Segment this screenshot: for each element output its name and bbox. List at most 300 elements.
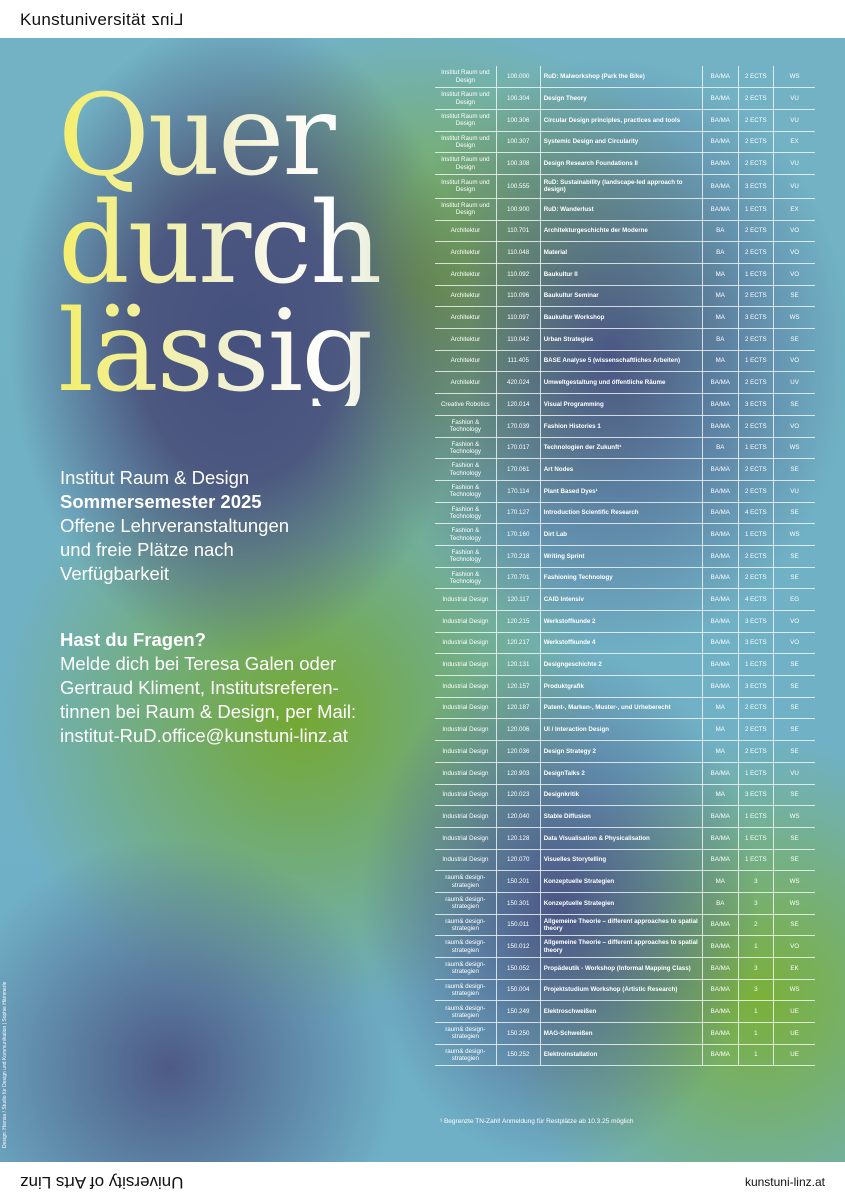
course-number: 120.128 — [496, 827, 540, 849]
course-type: VO — [774, 264, 815, 286]
course-type: SE — [774, 849, 815, 871]
table-row — [435, 1023, 815, 1045]
course-institute: Industrial Design — [435, 719, 496, 741]
course-degree: BA/MA — [702, 415, 738, 437]
contact-line-3: tinnen bei Raum & Design, per Mail: — [60, 701, 357, 722]
course-title: Werkstoffkunde 4 — [540, 632, 702, 654]
course-degree: MA — [702, 719, 738, 741]
course-institute: Industrial Design — [435, 849, 496, 871]
course-type: UE — [774, 1023, 815, 1045]
course-institute: Industrial Design — [435, 741, 496, 763]
course-ects: 2 ECTS — [738, 66, 774, 88]
course-institute: Institut Raum und Design — [435, 153, 496, 175]
semester-info — [60, 466, 400, 586]
course-number: 120.117 — [496, 589, 540, 611]
table-row — [435, 697, 815, 719]
course-type: SE — [774, 285, 815, 307]
course-institute: Industrial Design — [435, 827, 496, 849]
course-institute: Industrial Design — [435, 589, 496, 611]
course-type: VU — [774, 88, 815, 110]
course-type: SE — [774, 394, 815, 416]
course-degree: BA/MA — [702, 502, 738, 524]
table-row — [435, 1001, 815, 1023]
course-type: WS — [774, 892, 815, 914]
course-degree: BA — [702, 242, 738, 264]
course-institute: raum& design-strategien — [435, 958, 496, 980]
course-number: 111.405 — [496, 350, 540, 372]
course-institute: Fashion & Technology — [435, 524, 496, 546]
course-type: SE — [774, 697, 815, 719]
course-title: Designgeschichte 2 — [540, 654, 702, 676]
course-ects: 1 — [738, 1001, 774, 1023]
course-institute: raum& design-strategien — [435, 1001, 496, 1023]
table-row — [435, 198, 815, 220]
course-ects: 4 ECTS — [738, 502, 774, 524]
course-title: Fashioning Technology — [540, 567, 702, 589]
table-row — [435, 762, 815, 784]
contact-line-2: Gertraud Kliment, Institutsreferen- — [60, 677, 339, 698]
course-title: Produktgrafik — [540, 676, 702, 698]
course-degree: BA/MA — [702, 979, 738, 1001]
course-ects: 3 ECTS — [738, 632, 774, 654]
course-number: 150.011 — [496, 914, 540, 936]
poster — [0, 38, 845, 1162]
course-ects: 2 ECTS — [738, 242, 774, 264]
headline — [58, 71, 438, 417]
table-row — [435, 567, 815, 589]
course-institute: Fashion & Technology — [435, 480, 496, 502]
course-degree: MA — [702, 307, 738, 329]
contact-email[interactable]: institut-RuD.office@kunstuni-linz.at — [60, 725, 348, 746]
course-number: 150.052 — [496, 958, 540, 980]
course-title: Elektroschweißen — [540, 1001, 702, 1023]
course-number: 110.092 — [496, 264, 540, 286]
course-type: VO — [774, 350, 815, 372]
course-number: 170.114 — [496, 480, 540, 502]
course-type: SE — [774, 741, 815, 763]
course-ects: 3 ECTS — [738, 174, 774, 198]
course-degree: MA — [702, 264, 738, 286]
course-number: 120.006 — [496, 719, 540, 741]
course-ects: 2 ECTS — [738, 372, 774, 394]
course-degree: BA/MA — [702, 88, 738, 110]
table-row — [435, 914, 815, 936]
course-type: VU — [774, 174, 815, 198]
semester-title: Sommersemester 2025 — [60, 491, 262, 512]
headline-line-2: durch — [58, 179, 381, 309]
table-row — [435, 936, 815, 958]
course-degree: BA/MA — [702, 676, 738, 698]
table-row — [435, 415, 815, 437]
table-row — [435, 285, 815, 307]
course-type: SE — [774, 914, 815, 936]
course-degree: BA/MA — [702, 109, 738, 131]
course-degree: BA/MA — [702, 153, 738, 175]
course-degree: BA/MA — [702, 589, 738, 611]
course-ects: 3 — [738, 871, 774, 893]
table-row — [435, 784, 815, 806]
course-type: EX — [774, 131, 815, 153]
course-ects: 1 ECTS — [738, 762, 774, 784]
course-title: UI / Interaction Design — [540, 719, 702, 741]
course-title: Projektstudium Workshop (Artistic Research) — [540, 979, 702, 1001]
course-institute: Institut Raum und Design — [435, 66, 496, 88]
course-title: RuD: Sustainability (landscape-led approach to design) — [540, 174, 702, 198]
table-row — [435, 871, 815, 893]
course-type: SE — [774, 654, 815, 676]
brand-name: Kunstuniversität — [20, 10, 146, 29]
course-number: 120.070 — [496, 849, 540, 871]
course-ects: 1 — [738, 936, 774, 958]
course-institute: Industrial Design — [435, 632, 496, 654]
course-institute: raum& design-strategien — [435, 1044, 496, 1066]
brand-city-mirrored: Linz — [150, 10, 184, 29]
course-title: Urban Strategies — [540, 329, 702, 351]
course-institute: Industrial Design — [435, 784, 496, 806]
course-title: BASE Analyse 5 (wissenschaftliches Arbeiten) — [540, 350, 702, 372]
course-institute: Industrial Design — [435, 676, 496, 698]
course-number: 100.308 — [496, 153, 540, 175]
course-number: 120.187 — [496, 697, 540, 719]
course-institute: Fashion & Technology — [435, 415, 496, 437]
institute-name: Institut Raum & Design — [60, 467, 250, 488]
course-type: WS — [774, 66, 815, 88]
course-title: Baukultur II — [540, 264, 702, 286]
course-number: 150.252 — [496, 1044, 540, 1066]
course-ects: 1 ECTS — [738, 437, 774, 459]
course-degree: BA/MA — [702, 806, 738, 828]
course-ects: 4 ECTS — [738, 589, 774, 611]
table-row — [435, 611, 815, 633]
course-ects: 2 ECTS — [738, 153, 774, 175]
course-degree: BA/MA — [702, 936, 738, 958]
course-ects: 2 ECTS — [738, 459, 774, 481]
course-institute: raum& design-strategien — [435, 871, 496, 893]
course-ects: 2 ECTS — [738, 741, 774, 763]
course-type: VO — [774, 220, 815, 242]
course-type: VU — [774, 762, 815, 784]
course-institute: raum& design-strategien — [435, 1023, 496, 1045]
university-name-reversed: University of Arts Linz — [20, 1173, 184, 1192]
course-institute: Architektur — [435, 242, 496, 264]
course-type: UV — [774, 372, 815, 394]
course-institute: Architektur — [435, 285, 496, 307]
course-institute: raum& design-strategien — [435, 914, 496, 936]
table-row — [435, 88, 815, 110]
course-degree: BA/MA — [702, 480, 738, 502]
course-number: 110.096 — [496, 285, 540, 307]
course-number: 170.160 — [496, 524, 540, 546]
course-institute: Architektur — [435, 220, 496, 242]
course-title: Visuelles Storytelling — [540, 849, 702, 871]
course-institute: Industrial Design — [435, 611, 496, 633]
course-ects: 1 ECTS — [738, 350, 774, 372]
table-row — [435, 372, 815, 394]
course-type: VU — [774, 480, 815, 502]
course-degree: BA/MA — [702, 611, 738, 633]
course-type: VO — [774, 632, 815, 654]
course-degree: BA/MA — [702, 654, 738, 676]
table-row — [435, 719, 815, 741]
table-row — [435, 307, 815, 329]
table-row — [435, 480, 815, 502]
course-type: VO — [774, 611, 815, 633]
table-row — [435, 437, 815, 459]
course-ects: 2 ECTS — [738, 329, 774, 351]
course-number: 150.012 — [496, 936, 540, 958]
course-ects: 3 — [738, 958, 774, 980]
table-row — [435, 849, 815, 871]
course-number: 150.249 — [496, 1001, 540, 1023]
course-title: Design Theory — [540, 88, 702, 110]
course-number: 120.023 — [496, 784, 540, 806]
course-degree: MA — [702, 350, 738, 372]
course-number: 110.048 — [496, 242, 540, 264]
contact-heading: Hast du Fragen? — [60, 629, 206, 650]
course-number: 100.900 — [496, 198, 540, 220]
course-number: 170.017 — [496, 437, 540, 459]
course-title: Circular Design principles, practices and tools — [540, 109, 702, 131]
table-row — [435, 329, 815, 351]
course-degree: BA — [702, 437, 738, 459]
course-type: UE — [774, 1044, 815, 1066]
course-number: 170.218 — [496, 545, 540, 567]
course-title: Baukultur Workshop — [540, 307, 702, 329]
course-institute: Architektur — [435, 350, 496, 372]
course-degree: MA — [702, 784, 738, 806]
course-title: Baukultur Seminar — [540, 285, 702, 307]
course-type: SE — [774, 502, 815, 524]
table-row — [435, 806, 815, 828]
course-ects: 3 ECTS — [738, 611, 774, 633]
contact-line-1: Melde dich bei Teresa Galen oder — [60, 653, 337, 674]
table-row — [435, 242, 815, 264]
info-line-4: und freie Plätze nach — [60, 539, 234, 560]
course-institute: raum& design-strategien — [435, 936, 496, 958]
course-type: WS — [774, 871, 815, 893]
course-ects: 2 ECTS — [738, 285, 774, 307]
course-institute: raum& design-strategien — [435, 979, 496, 1001]
course-title: Material — [540, 242, 702, 264]
course-ects: 2 ECTS — [738, 220, 774, 242]
course-number: 100.306 — [496, 109, 540, 131]
course-number: 170.039 — [496, 415, 540, 437]
course-type: EX — [774, 198, 815, 220]
course-degree: BA — [702, 329, 738, 351]
table-row — [435, 632, 815, 654]
course-type: WS — [774, 806, 815, 828]
course-ects: 3 — [738, 979, 774, 1001]
course-type: SE — [774, 676, 815, 698]
design-credit: Design: Hamsa / Studio für Design und Kommunikation | Sophie Hämmerle — [2, 981, 8, 1148]
course-degree: BA/MA — [702, 174, 738, 198]
course-number: 100.000 — [496, 66, 540, 88]
course-number: 100.304 — [496, 88, 540, 110]
table-row — [435, 1044, 815, 1066]
course-degree: BA/MA — [702, 849, 738, 871]
course-ects: 2 ECTS — [738, 415, 774, 437]
course-degree: BA/MA — [702, 394, 738, 416]
course-title: Fashion Histories 1 — [540, 415, 702, 437]
course-ects: 1 ECTS — [738, 827, 774, 849]
course-title: Werkstoffkunde 2 — [540, 611, 702, 633]
table-row — [435, 174, 815, 198]
course-ects: 1 ECTS — [738, 198, 774, 220]
course-degree: MA — [702, 285, 738, 307]
course-type: WS — [774, 307, 815, 329]
course-institute: Creative Robotics — [435, 394, 496, 416]
table-row — [435, 459, 815, 481]
course-title: RuD: Wanderlust — [540, 198, 702, 220]
bottom-bar — [0, 1162, 845, 1200]
course-degree: MA — [702, 741, 738, 763]
table-row — [435, 676, 815, 698]
course-degree: BA/MA — [702, 914, 738, 936]
course-type: VU — [774, 109, 815, 131]
course-number: 170.701 — [496, 567, 540, 589]
course-title: Dirt Lab — [540, 524, 702, 546]
course-degree: BA/MA — [702, 459, 738, 481]
course-type: VO — [774, 936, 815, 958]
course-title: Technologien der Zukunft¹ — [540, 437, 702, 459]
course-type: SE — [774, 719, 815, 741]
website-link[interactable]: kunstuni-linz.at — [744, 1175, 825, 1189]
course-ects: 2 ECTS — [738, 719, 774, 741]
course-title: Elektroinstallation — [540, 1044, 702, 1066]
table-row — [435, 153, 815, 175]
course-institute: Fashion & Technology — [435, 567, 496, 589]
course-type: SE — [774, 459, 815, 481]
course-title: Stable Diffusion — [540, 806, 702, 828]
course-number: 150.301 — [496, 892, 540, 914]
course-degree: BA/MA — [702, 1023, 738, 1045]
course-title: DesignTalks 2 — [540, 762, 702, 784]
course-number: 120.131 — [496, 654, 540, 676]
course-type: UE — [774, 1001, 815, 1023]
table-row — [435, 589, 815, 611]
table-row — [435, 741, 815, 763]
course-degree: BA/MA — [702, 66, 738, 88]
course-number: 150.004 — [496, 979, 540, 1001]
course-institute: raum& design-strategien — [435, 892, 496, 914]
table-row — [435, 827, 815, 849]
course-ects: 2 ECTS — [738, 109, 774, 131]
course-ects: 1 — [738, 1044, 774, 1066]
brand-logo — [20, 10, 183, 30]
course-number: 120.040 — [496, 806, 540, 828]
course-ects: 2 — [738, 914, 774, 936]
course-degree: BA — [702, 892, 738, 914]
info-line-5: Verfügbarkeit — [60, 563, 170, 584]
course-number: 120.157 — [496, 676, 540, 698]
table-row — [435, 220, 815, 242]
course-number: 420.024 — [496, 372, 540, 394]
course-type: EG — [774, 589, 815, 611]
course-ects: 3 ECTS — [738, 307, 774, 329]
course-institute: Institut Raum und Design — [435, 198, 496, 220]
table-row — [435, 958, 815, 980]
course-type: SE — [774, 567, 815, 589]
table-row — [435, 131, 815, 153]
course-ects: 1 ECTS — [738, 524, 774, 546]
course-institute: Architektur — [435, 307, 496, 329]
course-ects: 3 ECTS — [738, 394, 774, 416]
course-institute: Industrial Design — [435, 697, 496, 719]
course-ects: 1 ECTS — [738, 849, 774, 871]
course-number: 150.250 — [496, 1023, 540, 1045]
course-number: 120.217 — [496, 632, 540, 654]
course-degree: BA/MA — [702, 198, 738, 220]
table-row — [435, 502, 815, 524]
course-number: 150.201 — [496, 871, 540, 893]
table-row — [435, 892, 815, 914]
course-ects: 3 ECTS — [738, 676, 774, 698]
footnote: ¹ Begrenzte TN-Zahl! Anmeldung für Restplätze ab 10.3.25 möglich — [440, 1118, 634, 1125]
table-row — [435, 264, 815, 286]
course-ects: 2 ECTS — [738, 697, 774, 719]
course-degree: BA/MA — [702, 632, 738, 654]
course-title: Umweltgestaltung und öffentliche Räume — [540, 372, 702, 394]
course-type: VO — [774, 415, 815, 437]
course-degree: MA — [702, 697, 738, 719]
course-type: WS — [774, 437, 815, 459]
course-ects: 2 ECTS — [738, 131, 774, 153]
course-institute: Architektur — [435, 372, 496, 394]
course-institute: Architektur — [435, 329, 496, 351]
course-title: Data Visualisation & Physicalisation — [540, 827, 702, 849]
course-institute: Fashion & Technology — [435, 545, 496, 567]
course-institute: Architektur — [435, 264, 496, 286]
course-ects: 2 ECTS — [738, 567, 774, 589]
course-number: 110.701 — [496, 220, 540, 242]
course-degree: MA — [702, 871, 738, 893]
course-type: SE — [774, 827, 815, 849]
top-bar — [0, 0, 845, 38]
course-ects: 2 ECTS — [738, 480, 774, 502]
course-title: Design Strategy 2 — [540, 741, 702, 763]
course-institute: Institut Raum und Design — [435, 88, 496, 110]
course-institute: Fashion & Technology — [435, 502, 496, 524]
course-degree: BA/MA — [702, 1001, 738, 1023]
course-title: Architekturgeschichte der Moderne — [540, 220, 702, 242]
course-number: 170.127 — [496, 502, 540, 524]
course-institute: Industrial Design — [435, 654, 496, 676]
course-title: CAID Intensiv — [540, 589, 702, 611]
course-degree: BA/MA — [702, 567, 738, 589]
headline-line-3: lässig — [58, 287, 372, 417]
table-row — [435, 394, 815, 416]
contact-info — [60, 628, 400, 748]
course-title: Allgemeine Theorie – different approaches to spatial theory — [540, 914, 702, 936]
course-type: SE — [774, 545, 815, 567]
course-institute: Industrial Design — [435, 806, 496, 828]
table-row — [435, 524, 815, 546]
course-title: Propädeutik - Workshop (Informal Mapping Class) — [540, 958, 702, 980]
table-row — [435, 66, 815, 88]
course-title: Plant Based Dyes¹ — [540, 480, 702, 502]
course-ects: 2 ECTS — [738, 545, 774, 567]
course-title: Patent-, Marken-, Muster-, und Urheberecht — [540, 697, 702, 719]
course-ects: 1 — [738, 1023, 774, 1045]
course-title: Visual Programming — [540, 394, 702, 416]
course-title: Introduction Scientific Research — [540, 502, 702, 524]
course-degree: BA/MA — [702, 1044, 738, 1066]
course-ects: 1 ECTS — [738, 654, 774, 676]
course-type: SE — [774, 784, 815, 806]
course-institute: Institut Raum und Design — [435, 174, 496, 198]
course-title: Konzeptuelle Strategien — [540, 871, 702, 893]
headline-line-1: Quer — [58, 71, 334, 201]
